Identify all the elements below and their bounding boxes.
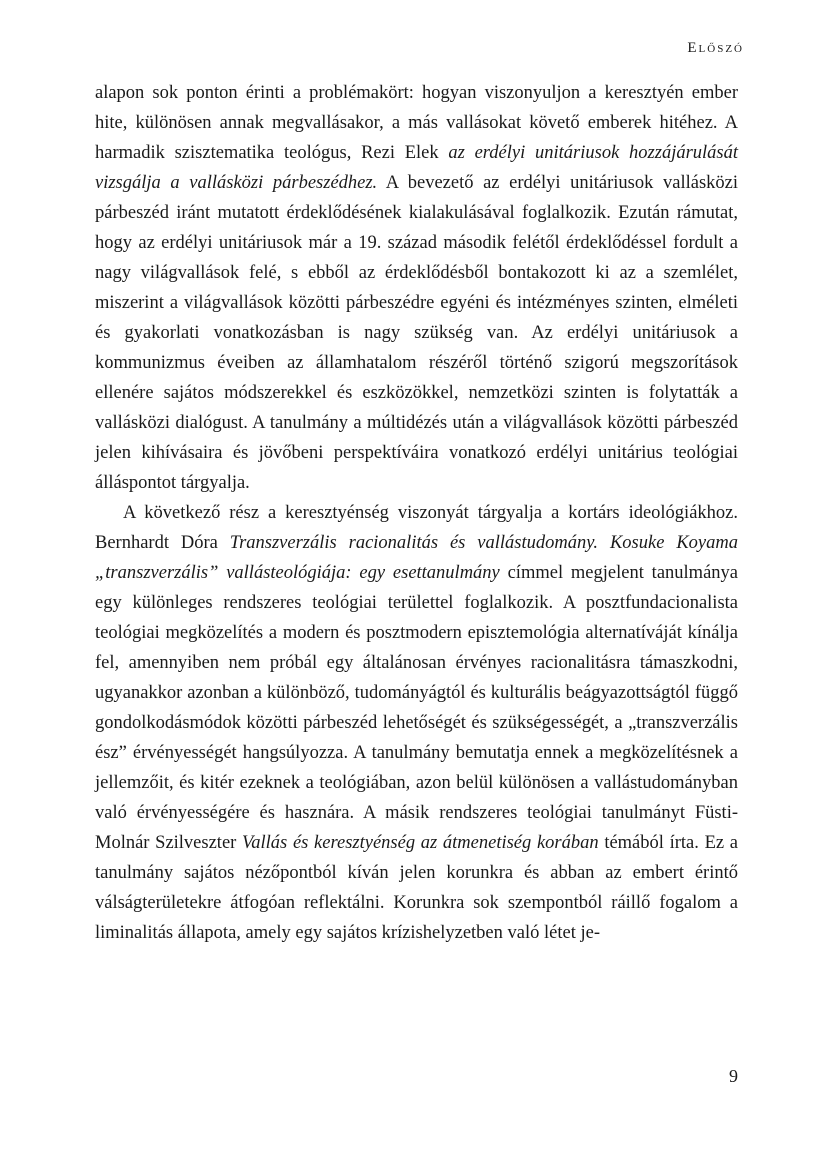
text-run: A bevezető az erdélyi unitáriusok vallásközi párbeszéd iránt mutatott érdeklődésének kialakulásával foglalkozik. Ezután rámutat, hogy az erdélyi unitáriusok már a 19. század második felétől érdeklődéssel fordult a nagy világvallások felé, s ebből az érdeklődésből bontakozott ki az a szemlélet, miszerint a világvallások közötti párbeszédre egyéni és intézményes szinten, elméleti és gyakorlati vonatkozásban is nagy szükség van. Az erdélyi unitáriusok a kommunizmus éveiben az államhatalom részéről történő szigorú megszorítások ellenére sajátos módszerekkel és eszközökkel, nemzetközi szinten is folytatták a vallásközi dialógust. A tanulmány a múltidézés után a világvallások közötti párbeszéd jelen kihívásaira és jövőbeni perspektíváira vonatkozó erdélyi unitárius teológiai álláspontot tárgyalja. (95, 173, 738, 493)
page-body (95, 78, 738, 948)
paragraph-2 (95, 498, 738, 948)
text-run: címmel megjelent tanulmánya egy különleges rendszeres teológiai területtel foglalkozik. A posztfundacionalista teológiai megközelítés a modern és posztmodern episztemológia alternatíváját kínálja fel, amennyiben nem próbál egy általánosan érvényes racionalitásra támaszkodni, ugyanakkor azonban a különböző, tudományágtól és kulturális beágyazottságtól függő gondolkodásmódok közötti párbeszéd lehetőségét és szükségességét, a „transzverzális ész” érvényességét hangsúlyozza. A tanulmány bemutatja ennek a megközelítésnek a jellemzőit, és kitér ezeknek a teológiában, azon belül különösen a vallástudományban való érvényességére és hasznára. A másik rendszeres teológiai tanulmányt Füsti-Molnár Szilveszter (95, 563, 738, 853)
page-number: 9 (729, 1066, 738, 1086)
text-run: A következő rész a keresztyénség viszonyát tárgyalja a kortárs ideológiákhoz. Bernhardt Dóra (95, 503, 738, 553)
italic-title-run: az erdélyi unitáriusok hozzájárulását vizsgálja a vallásközi párbeszédhez. (95, 143, 739, 193)
running-header: Előszó (687, 40, 744, 56)
italic-title-run: Vallás és keresztyénség az átmenetiség korában (242, 833, 599, 853)
text-run: témából írta. Ez a tanulmány sajátos nézőpontból kíván jelen korunkra és abban az embert érintő válságterületekre átfogóan reflektálni. Korunkra sok szempontból ráillő fogalom a liminalitás állapota, amely egy sajátos krízishelyzetben való létet je- (95, 833, 738, 943)
text-run: alapon sok ponton érinti a problémakört: hogyan viszonyuljon a keresztyén ember hite, különösen annak megvallásakor, a más vallásokat követő emberek hitéhez. A harmadik szisztematika teológus, Rezi Elek (95, 83, 738, 163)
italic-title-run: Transzverzális racionalitás és vallástudomány. Kosuke Koyama „transzverzális” vallásteológiája: egy esettanulmány (95, 533, 738, 583)
paragraph-1 (95, 78, 738, 498)
